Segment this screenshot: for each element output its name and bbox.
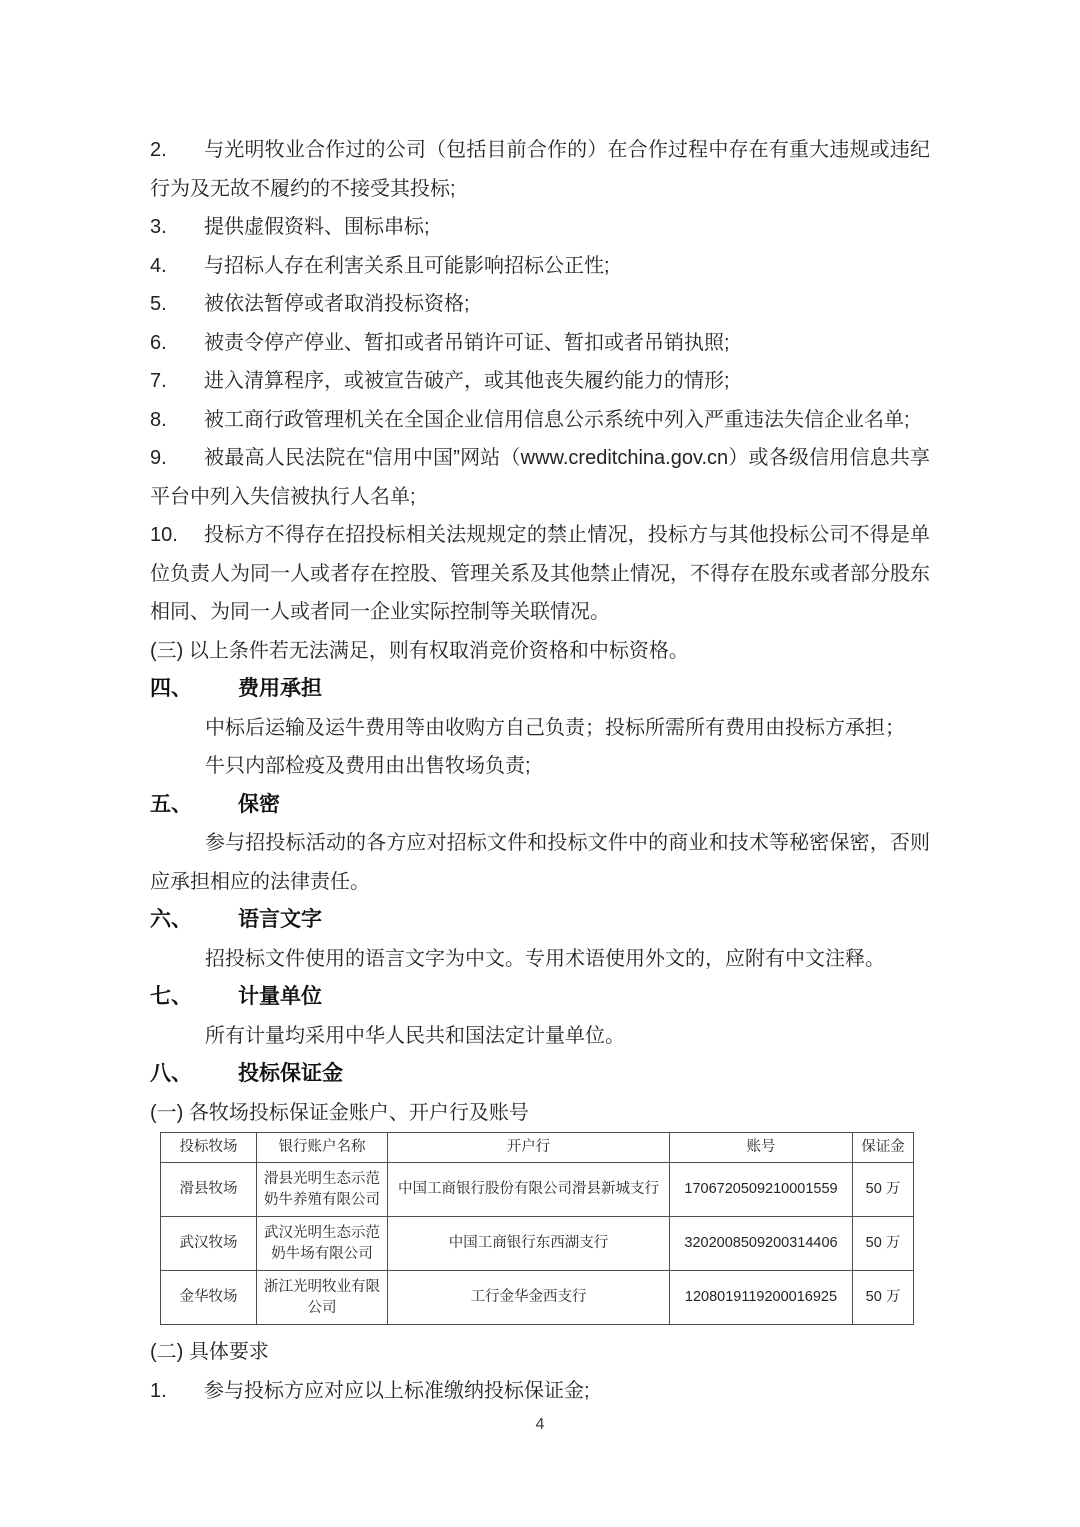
cell-farm: 武汉牧场 [161, 1217, 257, 1271]
table-row [161, 1271, 914, 1325]
cell-account-no: 1706720509210001559 [670, 1163, 853, 1217]
clause-number: 4. [150, 254, 167, 277]
clause-number: 5. [150, 293, 167, 315]
section-heading-fee [150, 670, 930, 709]
section-number: 六、 [150, 908, 192, 931]
cell-farm: 金华牧场 [161, 1271, 257, 1325]
paragraph: 牛只内部检疫及费用由出售牧场负责; [205, 755, 531, 777]
section-heading-units [150, 978, 930, 1017]
clause-item-9 [150, 439, 930, 516]
clause-number: 1. [150, 1379, 167, 1402]
section-heading-language [150, 901, 930, 940]
clause-number: 9. [150, 447, 167, 469]
page-content [150, 131, 930, 1440]
deposit-table [160, 1132, 914, 1325]
clause-item-3 [150, 208, 930, 247]
section-number: 八、 [150, 1062, 192, 1085]
clause-item-8 [150, 401, 930, 440]
paragraph: 中标后运输及运牛费用等由收购方自己负责；投标所需所有费用由投标方承担； [205, 716, 905, 739]
clause-text: 参与投标方应对应以上标准缴纳投标保证金; [204, 1379, 590, 1402]
cell-bank: 中国工商银行股份有限公司滑县新城支行 [388, 1163, 670, 1217]
clause-item-10 [150, 516, 930, 632]
table-header-row [161, 1133, 914, 1163]
section-title: 语言文字 [238, 908, 322, 931]
clause-text: 被最高人民法院在“信用中国”网站（www.creditchina.gov.cn）或各级信用信息共享平台中列入失信被执行人名单; [150, 447, 930, 508]
cell-account-name: 武汉光明生态示范奶牛场有限公司 [257, 1217, 388, 1271]
column-header-account-name: 银行账户名称 [257, 1133, 388, 1163]
clause-number: 10. [150, 524, 178, 546]
clause-item-7 [150, 362, 930, 401]
clause-text: 被依法暂停或者取消投标资格; [204, 293, 470, 315]
column-header-bank: 开户行 [388, 1133, 670, 1163]
clause-number: 7. [150, 370, 167, 392]
clause-number: 3. [150, 216, 167, 238]
section-title: 计量单位 [238, 985, 322, 1008]
column-header-account-no: 账号 [670, 1133, 853, 1163]
cell-account-name: 浙江光明牧业有限公司 [257, 1271, 388, 1325]
clause-number: 8. [150, 408, 167, 431]
section-title: 保密 [238, 792, 280, 816]
section-number: 五、 [150, 792, 192, 816]
cell-account-no: 1208019119200016925 [670, 1271, 853, 1325]
clause-item-5 [150, 285, 930, 324]
section-number: 七、 [150, 985, 192, 1008]
column-header-deposit: 保证金 [853, 1133, 914, 1163]
cell-bank: 中国工商银行东西湖支行 [388, 1217, 670, 1271]
clause-text: 与光明牧业合作过的公司（包括目前合作的）在合作过程中存在有重大违规或违纪行为及无故不履约的不接受其投标; [150, 139, 930, 200]
section-number: 四、 [150, 677, 192, 700]
paragraph: 参与招投标活动的各方应对招标文件和投标文件中的商业和技术等秘密保密，否则应承担相应的法律责任。 [150, 832, 930, 893]
page-number: 4 [535, 1416, 545, 1433]
clause-text: 被责令停产停业、暂扣或者吊销许可证、暂扣或者吊销执照; [204, 331, 730, 354]
clause-number: 6. [150, 331, 167, 354]
deposit-sub1-heading: (一) 各牧场投标保证金账户、开户行及账号 [150, 1101, 529, 1124]
table-row [161, 1163, 914, 1217]
clause-item-4 [150, 247, 930, 286]
section-title: 投标保证金 [238, 1062, 343, 1085]
clause-item-2 [150, 131, 930, 208]
cell-deposit: 50 万 [853, 1163, 914, 1217]
paragraph: 招投标文件使用的语言文字为中文。专用术语使用外文的，应附有中文注释。 [205, 947, 885, 970]
clause-item-6 [150, 324, 930, 363]
table-row [161, 1217, 914, 1271]
paragraph: 所有计量均采用中华人民共和国法定计量单位。 [205, 1024, 625, 1047]
clause-text: 提供虚假资料、围标串标; [204, 216, 430, 238]
requirement-item-1 [150, 1372, 930, 1411]
section-title: 费用承担 [238, 677, 322, 700]
clause-text: 与招标人存在利害关系且可能影响招标公正性; [204, 254, 610, 277]
clause-text: 被工商行政管理机关在全国企业信用信息公示系统中列入严重违法失信企业名单; [204, 408, 910, 431]
clause-conclusion: (三) 以上条件若无法满足，则有权取消竞价资格和中标资格。 [150, 639, 689, 662]
clause-number: 2. [150, 139, 167, 161]
clause-text: 进入清算程序，或被宣告破产，或其他丧失履约能力的情形; [204, 370, 730, 392]
cell-bank: 工行金华金西支行 [388, 1271, 670, 1325]
cell-account-name: 滑县光明生态示范奶牛养殖有限公司 [257, 1163, 388, 1217]
column-header-farm: 投标牧场 [161, 1133, 257, 1163]
clause-text: 投标方不得存在招投标相关法规规定的禁止情况，投标方与其他投标公司不得是单位负责人为同一人或者存在控股、管理关系及其他禁止情况，不得存在股东或者部分股东相同、为同一人或者同一企业实际控制等关联情况。 [150, 524, 930, 623]
section-heading-deposit [150, 1055, 930, 1094]
cell-deposit: 50 万 [853, 1271, 914, 1325]
cell-farm: 滑县牧场 [161, 1163, 257, 1217]
cell-deposit: 50 万 [853, 1217, 914, 1271]
deposit-sub2-heading: (二) 具体要求 [150, 1341, 269, 1363]
section-heading-confidentiality [150, 786, 930, 825]
cell-account-no: 3202008509200314406 [670, 1217, 853, 1271]
